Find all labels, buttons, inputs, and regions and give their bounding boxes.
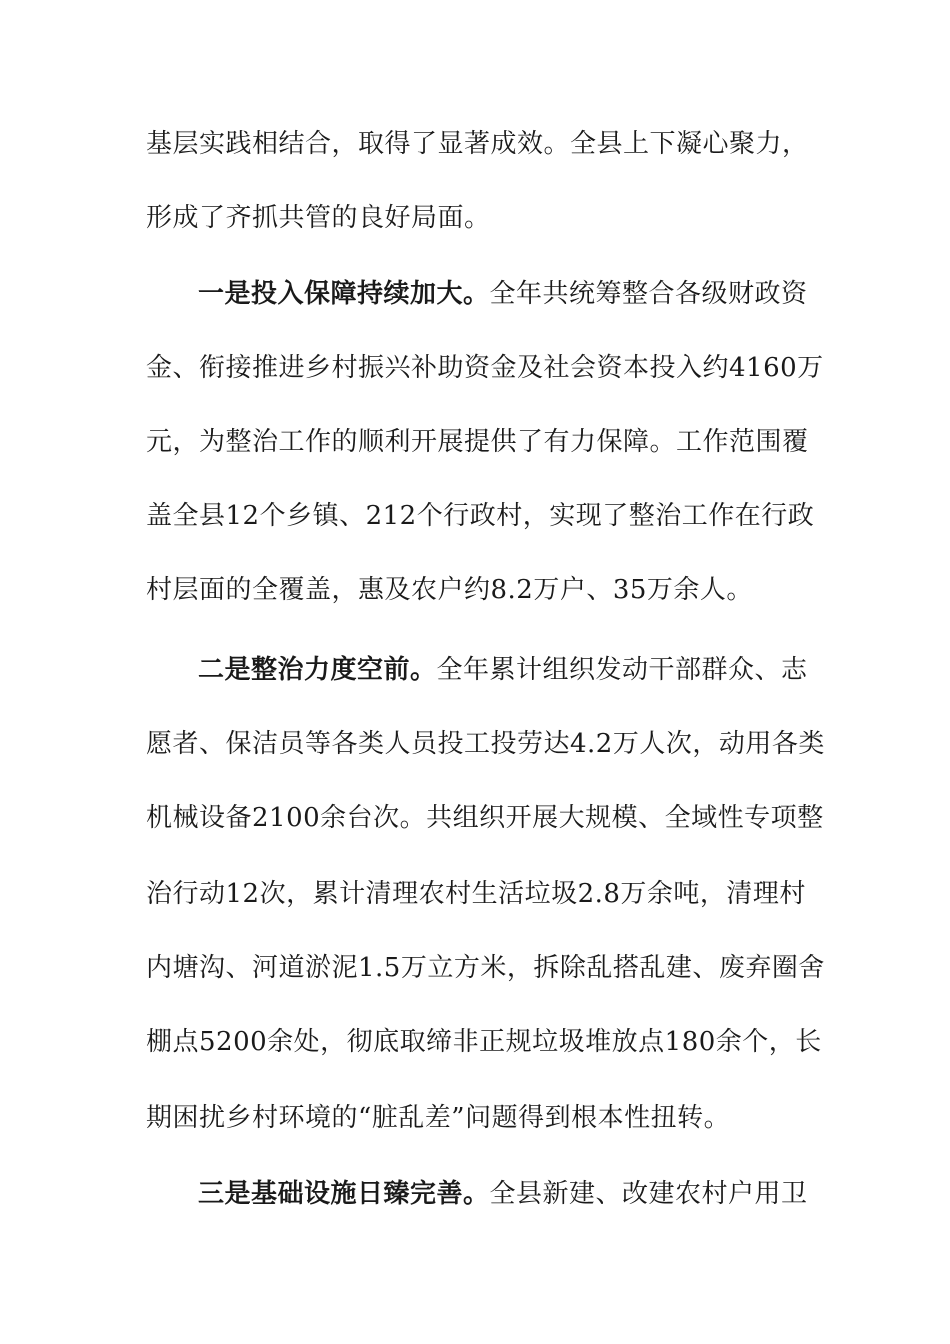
paragraph-line-13: 治行动12次，累计清理农村生活垃圾2.8万余吨，清理村: [146, 879, 806, 909]
paragraph-line-6: 元，为整治工作的顺利开展提供了有力保障。工作范围覆: [146, 427, 809, 457]
section-heading-one: 一是投入保障持续加大。: [198, 279, 490, 309]
paragraph-line-7: 盖全县12个乡镇、212个行政村，实现了整治工作在行政: [146, 501, 815, 531]
paragraph-line-5: 金、衔接推进乡村振兴补助资金及社会资本投入约4160万: [146, 353, 824, 383]
paragraph-line-14: 内塘沟、河道淤泥1.5万立方米，拆除乱搭乱建、废弃圈舍: [146, 953, 825, 983]
paragraph-line-15: 棚点5200余处，彻底取缔非正规垃圾堆放点180余个，长: [146, 1027, 822, 1057]
section-one-text: 全年共统筹整合各级财政资: [489, 279, 808, 309]
section-two-text: 全年累计组织发动干部群众、志: [436, 655, 808, 685]
section-three-first-line: [198, 1176, 806, 1212]
section-heading-two: 二是整治力度空前。: [198, 655, 437, 685]
section-heading-three: 三是基础设施日臻完善。: [198, 1179, 490, 1209]
paragraph-line-2: 形成了齐抓共管的良好局面。: [146, 203, 491, 233]
paragraph-line-16: 期困扰乡村环境的“脏乱差”问题得到根本性扭转。: [146, 1103, 731, 1133]
paragraph-line-12: 机械设备2100余台次。共组织开展大规模、全域性专项整: [146, 803, 824, 833]
paragraph-line-11: 愿者、保洁员等各类人员投工投劳达4.2万人次，动用各类: [146, 729, 825, 759]
section-three-text: 全县新建、改建农村户用卫: [489, 1179, 808, 1209]
paragraph-line-8: 村层面的全覆盖，惠及农户约8.2万户、35万余人。: [146, 575, 753, 605]
section-one-first-line: [198, 276, 806, 312]
section-two-first-line: [198, 652, 806, 688]
paragraph-line-1: 基层实践相结合，取得了显著成效。全县上下凝心聚力，: [146, 129, 809, 159]
